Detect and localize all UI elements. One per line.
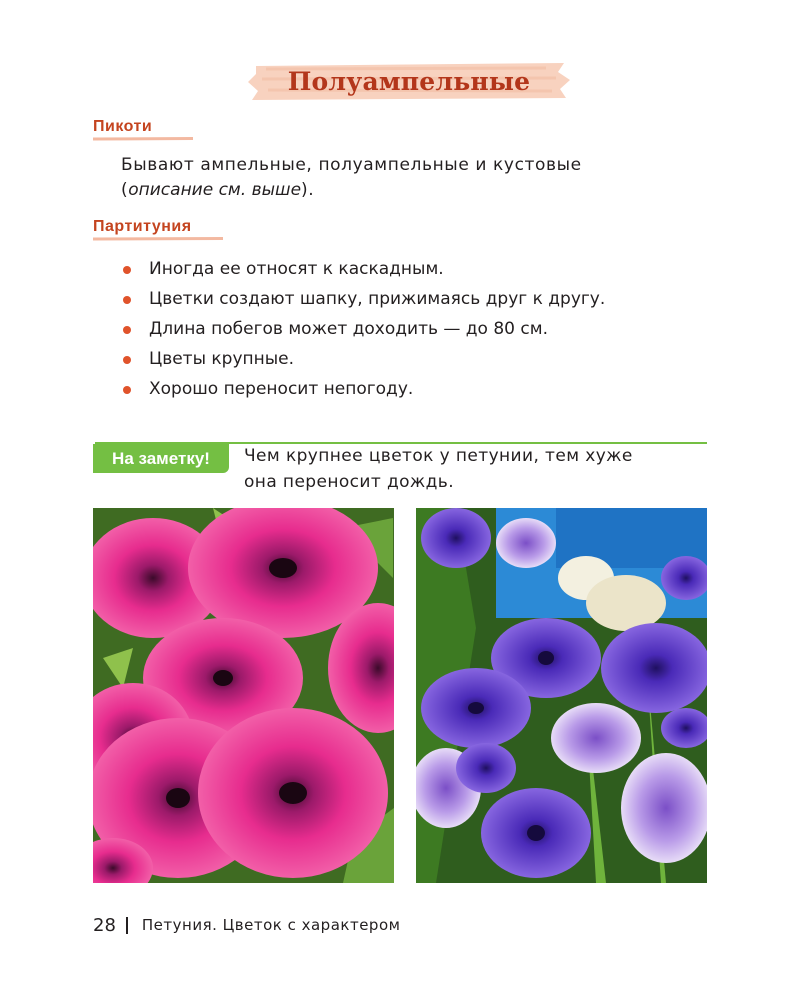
subheading-underline xyxy=(93,237,223,241)
paren-close: ). xyxy=(301,180,315,200)
list-item-text: Цветки создают шапку, прижимаясь друг к другу. xyxy=(149,289,606,309)
paren-open: ( xyxy=(121,180,129,200)
list-item-text: Длина побегов может доходить — до 80 см. xyxy=(149,319,548,339)
footer-separator xyxy=(126,917,128,934)
partitunia-bullet-list xyxy=(121,256,605,406)
list-item xyxy=(121,376,605,406)
subheading-picotee xyxy=(93,118,152,136)
bullet-icon xyxy=(123,386,131,394)
note-line-1: Чем крупнее цветок у петунии, тем хуже xyxy=(244,446,633,466)
book-title: Петуния. Цветок с характером xyxy=(141,916,401,934)
purple-petunias-image xyxy=(416,508,707,883)
title-banner xyxy=(246,60,572,102)
bullet-icon xyxy=(123,356,131,364)
subheading-picotee-text: Пикоти xyxy=(93,118,153,135)
page-title: Полуампельные xyxy=(287,66,531,96)
note-line-2: она переносит дождь. xyxy=(244,472,455,492)
page-footer xyxy=(93,912,400,938)
pink-petunias-image xyxy=(93,508,394,883)
bullet-icon xyxy=(123,266,131,274)
note-badge: На заметку! xyxy=(93,444,229,473)
list-item xyxy=(121,346,605,376)
list-item-text: Хорошо переносит непогоду. xyxy=(149,379,414,399)
list-item-text: Иногда ее относят к каскадным. xyxy=(149,259,444,279)
bullet-icon xyxy=(123,296,131,304)
picotee-text: Бывают ампельные, полуампельные и кустовые xyxy=(121,155,582,175)
photo-pink-petunias xyxy=(93,508,394,883)
bullet-icon xyxy=(123,326,131,334)
subheading-partitunia-text: Партитуния xyxy=(93,218,192,235)
photo-purple-petunias xyxy=(416,508,707,883)
picotee-description xyxy=(121,153,707,203)
note-text xyxy=(244,443,709,495)
list-item xyxy=(121,256,605,286)
page-number: 28 xyxy=(93,914,116,936)
subheading-partitunia xyxy=(93,218,192,236)
list-item xyxy=(121,286,605,316)
subheading-underline xyxy=(93,137,193,141)
list-item xyxy=(121,316,605,346)
picotee-reference: описание см. выше xyxy=(128,180,302,200)
list-item-text: Цветы крупные. xyxy=(149,349,295,369)
